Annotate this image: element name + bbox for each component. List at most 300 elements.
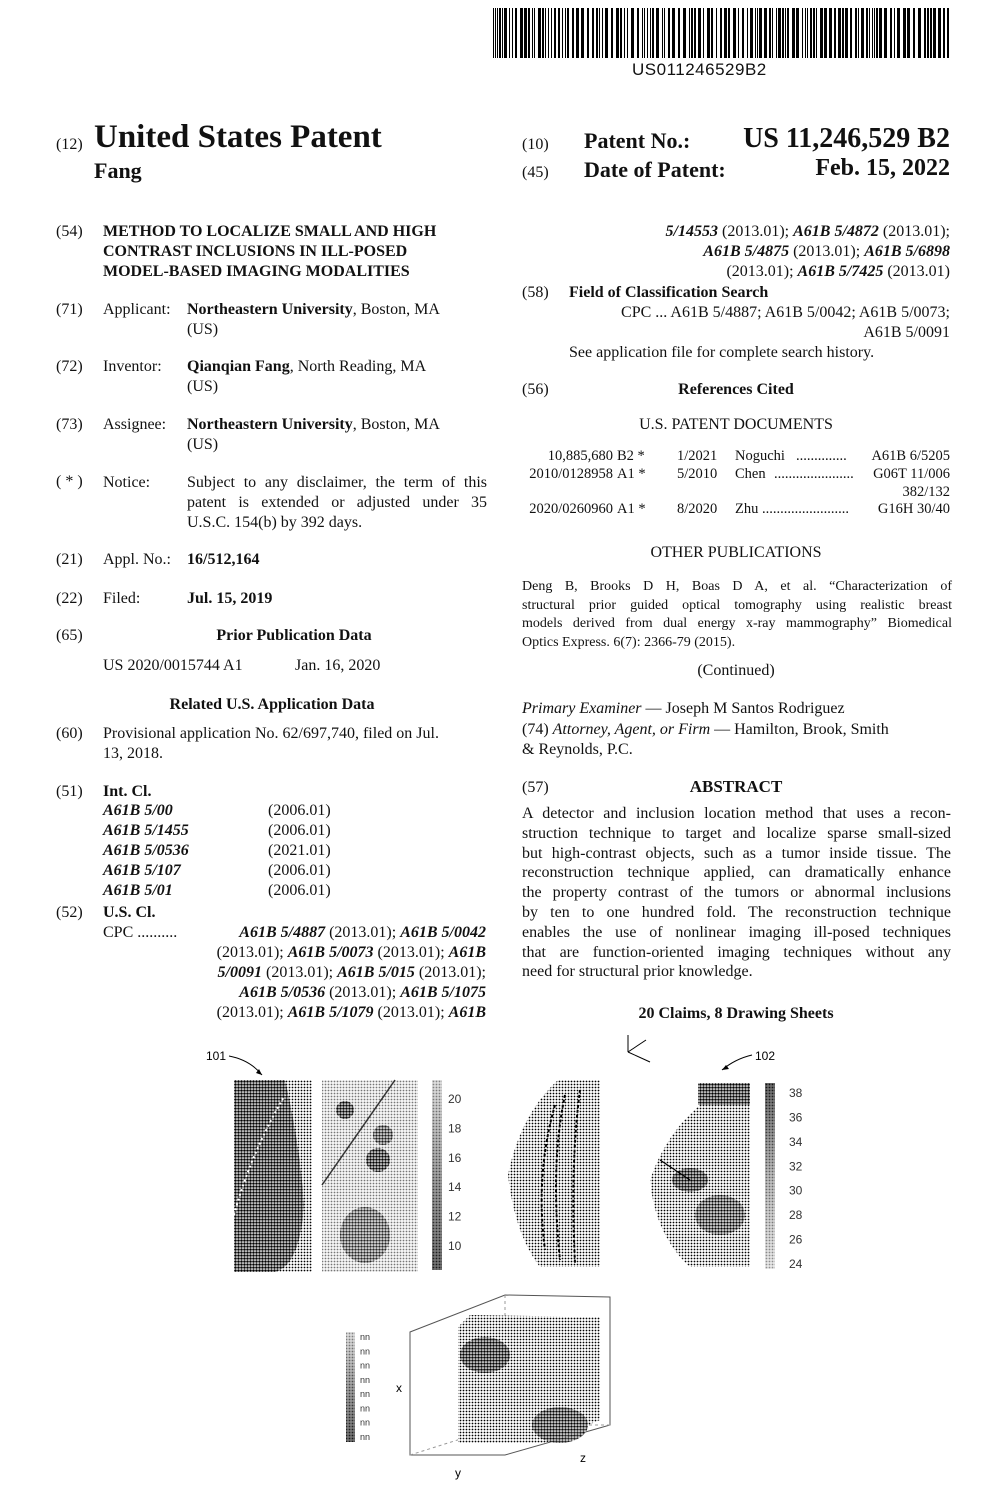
abstract-line: reconstruction technique applied, can dramatically enhance [522,864,951,882]
ref-kind: B2 * [617,448,645,464]
barcode-bar [933,8,936,58]
colorbar-tick-label: 30 [789,1183,803,1198]
date-label: Date of Patent: [584,157,726,182]
colorbar-3-ticks [360,1332,370,1442]
barcode-bar [620,8,622,58]
cpc-line [175,943,486,963]
colorbar-2 [765,1083,775,1269]
cpc-code: A61B 5/0042 [400,924,486,941]
abstract-line: but high-contrast objects, such as a tumor inside tissue. The [522,844,951,862]
panel-3d-volume [396,1295,610,1480]
cpc-year: (2013.01); [325,924,401,941]
ref-number: 2020/0260960 [529,501,613,517]
barcode [493,8,951,58]
code-60: (60) [56,725,83,742]
inventor [187,357,426,377]
barcode-bar [778,8,781,58]
barcode-bar [509,8,510,58]
barcode-bar [894,8,895,58]
barcode-bar [694,8,696,58]
prior-pub-number: US 2020/0015744 A1 [103,657,243,674]
intcl-code: A61B 5/1455 [103,822,189,839]
barcode-bar [838,8,841,58]
notice-line: U.S.C. 154(b) by 392 days. [187,514,363,531]
barcode-bar [691,8,693,58]
colorbar-tick-label: nn [360,1360,371,1371]
prior-pub-heading: Prior Publication Data [216,627,372,644]
code-71: (71) [56,301,83,318]
colorbar-1 [432,1080,442,1270]
barcode-bar [716,8,717,58]
cpc-code: A61B 5/1075 [400,984,486,1001]
other-pub-heading: OTHER PUBLICATIONS [650,544,822,561]
colorbar-tick-label: nn [360,1403,371,1414]
cpc-line [175,923,486,943]
cpc-classifications [175,923,486,1023]
examiner-label: Primary Examiner [522,700,642,717]
cpc-line [175,1003,486,1023]
cpc-year: (2013.01); [726,263,798,280]
ref-number: 10,885,680 [547,448,613,464]
ref-name: Chen [735,466,766,482]
barcode-bar [567,8,569,58]
cpc-code: A61B 5/0536 [239,984,326,1001]
assignee-country: (US) [187,436,219,453]
patent-type-title: United States Patent [94,119,382,155]
barcode-bar [943,8,945,58]
barcode-bar [757,8,758,58]
barcode-bar [802,8,803,58]
intcl-code: A61B 5/00 [103,802,173,819]
patent-no-label: Patent No.: [584,128,691,153]
barcode-bar [504,8,507,58]
code-54: (54) [56,223,83,240]
barcode-bar [897,8,900,58]
cpc-line [522,222,950,242]
barcode-bar [592,8,594,58]
provisional-line: 13, 2018. [103,745,163,762]
cpc-line [175,983,486,1003]
colorbar-tick-label: 36 [789,1110,803,1125]
assignee-location: , Boston, MA [352,416,440,433]
appl-label: Appl. No.: [103,551,171,568]
barcode-bar [664,8,665,58]
applicant [187,300,440,320]
barcode-bar [890,8,892,58]
cpc-code: A61B 5/015 [337,964,415,981]
examiner-name: — Joseph M Santos Rodriguez [641,700,845,717]
ref-name: Noguchi [735,448,785,464]
barcode-bar [616,8,619,58]
other-publication [522,578,952,652]
barcode-bar [947,8,949,58]
inventor-country: (US) [187,378,219,395]
ref-dots: .............. [796,448,847,464]
colorbar-tick-label: 10 [448,1239,462,1253]
barcode-bar [855,8,857,58]
barcode-bar [876,8,878,58]
colorbar-tick-label: nn [360,1389,371,1400]
code-21: (21) [56,551,83,568]
barcode-bar [562,8,563,58]
barcode-bar [656,8,659,58]
field-cpc-line: A61B 5/0091 [863,324,950,341]
barcode-bar [650,8,651,58]
intcl-year: (2006.01) [268,822,331,839]
continued-note: (Continued) [697,662,775,679]
volume-axis-y: y [455,1466,461,1480]
colorbar-tick-label: 18 [448,1121,462,1136]
appl-number: 16/512,164 [187,551,260,568]
intcl-row [103,861,331,881]
notice-label: Notice: [103,474,151,491]
colorbar-tick-label: 16 [448,1150,462,1165]
axes-orientation-icon [617,1035,659,1500]
barcode-bar [755,8,756,58]
barcode-bar [624,8,625,58]
barcode-bar [907,8,910,58]
cpc-year: (2013.01); [325,984,401,1001]
barcode-bar [879,8,882,58]
barcode-bar [548,8,549,58]
barcode-bar [738,8,739,58]
code-56: (56) [522,381,549,398]
abstract-line: struction technique to target and localize sparse small-sized [522,824,951,842]
barcode-bar [785,8,786,58]
abstract-line: that are function-oriented imaging techniques without any [522,943,951,961]
barcode-bar [805,8,806,58]
panel-mammogram-b [322,1080,418,1272]
representative-drawing [0,1035,1000,1500]
code-51: (51) [56,783,83,800]
intcl-code: A61B 5/01 [103,882,173,899]
colorbar-tick-label: nn [360,1417,371,1428]
barcode-bar [913,8,915,58]
barcode-bar [927,8,929,58]
patent-date: Feb. 15, 2022 [815,155,950,181]
title-line: CONTRAST INCLUSIONS IN ILL-POSED [103,243,408,260]
code-12: (12) [56,136,83,153]
barcode-bar [742,8,744,58]
cpc-year: (2013.01); [261,964,338,981]
barcode-bar [861,8,864,58]
barcode-bar [845,8,848,58]
field-cpc-line: CPC ... A61B 5/4887; A61B 5/0042; A61B 5/0073; [621,304,950,321]
intcl-year: (2006.01) [268,882,331,899]
barcode-bar [551,8,552,58]
barcode-bar [820,8,823,58]
barcode-bar [829,8,832,58]
colorbar-1-ticks [448,1092,462,1253]
intcl-code: A61B 5/0536 [103,842,189,859]
barcode-bar [769,8,771,58]
cpc-code: A61B 5/4872 [793,223,879,240]
barcode-bar [662,8,663,58]
barcode-bar [924,8,926,58]
barcode-bar [524,8,527,58]
code-72: (72) [56,358,83,375]
ref-number: 2010/0128958 [529,466,613,482]
barcode-bar [842,8,844,58]
barcode-bar [938,8,941,58]
other-pub-line: Optics Express. 6(7): 2366-79 (2015). [522,634,736,650]
field-note: See application file for complete search history. [569,344,875,361]
cpc-code: A61B [448,1004,486,1021]
barcode-bar [750,8,753,58]
assignee [187,415,440,435]
inventor-surname: Fang [94,158,142,183]
barcode-bar [644,8,645,58]
barcode-bar [495,8,496,58]
barcode-bar [816,8,817,58]
cpc-code: A61B 5/6898 [864,243,950,260]
provisional-line: Provisional application No. 62/697,740, filed on Jul. [103,725,439,742]
barcode-bar [764,8,767,58]
colorbar-tick-label: 12 [448,1209,462,1224]
barcode-bar [499,8,501,58]
label-101: 101 [206,1049,227,1063]
barcode-bar [782,8,784,58]
cpc-code: 5/14553 [665,223,718,240]
code-74: (74) [522,721,549,738]
inventor-label: Inventor: [103,358,162,375]
intcl-label: Int. Cl. [103,783,152,800]
barcode-bar [542,8,544,58]
cpc-line [522,262,950,282]
colorbar-2-ticks [789,1086,803,1271]
ref-date: 8/2020 [677,501,718,517]
applicant-name: Northeastern University [187,301,353,318]
barcode-bar [918,8,921,58]
barcode-bar [558,8,560,58]
inventor-name: Qianqian Fang [187,358,290,375]
notice-line: patent is extended or adjusted under 35 [187,494,487,511]
other-pub-line: models derived from dual energy x-ray mammography” Biomedical [522,616,952,631]
title-line: MODEL-BASED IMAGING MODALITIES [103,263,410,280]
barcode-bar [874,8,875,58]
barcode-bar [532,8,533,58]
abstract-text [522,804,951,982]
colorbar-3 [346,1332,355,1442]
ref-dots: ........................ [762,501,849,517]
filed-date: Jul. 15, 2019 [187,590,273,607]
volume-axis-z: z [580,1451,586,1465]
barcode-bar [631,8,634,58]
field-cpc [569,303,950,343]
abstract-line: enables the use of nonlinear imaging ill-posed techniques [522,923,951,941]
cpc-year: (2013.01); [216,944,288,961]
attorney-name-cont: & Reynolds, P.C. [522,741,633,758]
barcode-bar [689,8,690,58]
barcode-bar [520,8,523,58]
code-65: (65) [56,627,83,644]
inventor-location: , North Reading, MA [289,358,427,375]
barcode-bar [611,8,613,58]
intcl-row [103,821,331,841]
colorbar-tick-label: 20 [448,1092,462,1106]
cpc-year: (2013.01); [717,223,794,240]
cpc-code: A61B 5/4875 [703,243,790,260]
barcode-bar [502,8,503,58]
abstract-line: A detector and inclusion location method that uses a recon- [522,805,951,822]
code-22: (22) [56,590,83,607]
barcode-bar [497,8,498,58]
cpc-line [175,963,486,983]
barcode-bar [724,8,727,58]
cpc-code: 5/0091 [217,964,262,981]
intcl-year: (2006.01) [268,862,331,879]
cpc-line [522,242,950,262]
other-pub-line: structural prior guided optical tomography using realistic breast [522,597,952,613]
field-heading: Field of Classification Search [569,284,769,301]
ref-class: A61B 6/5205 [871,448,950,464]
cpc-code: A61B 5/0073 [287,944,374,961]
cpc-prefix: CPC .......... [103,924,178,941]
barcode-bar [678,8,680,58]
abstract-line: by ten to one hundred fold. The reconstruction technique [522,903,951,921]
intcl-year: (2021.01) [268,842,331,859]
barcode-bar [576,8,579,58]
barcode-bar [538,8,541,58]
code-52: (52) [56,904,83,921]
filed-label: Filed: [103,590,141,607]
ref-dots: ...................... [774,466,854,482]
barcode-bar [637,8,639,58]
barcode-bar [642,8,643,58]
barcode-bar [759,8,762,58]
colorbar-tick-label: 24 [789,1257,803,1271]
barcode-bar [930,8,932,58]
other-pub-line: Deng B, Brooks D H, Boas D A, et al. “Characterization of [522,579,952,594]
barcode-bar [711,8,713,58]
claims-summary: 20 Claims, 8 Drawing Sheets [638,1005,834,1022]
uscl-label: U.S. Cl. [103,904,156,921]
barcode-bar [792,8,795,58]
panel-mammogram-c [508,1080,600,1267]
barcode-bar [554,8,556,58]
intcl-list [103,801,331,901]
cpc-code: A61B [448,944,486,961]
barcode-bar [850,8,852,58]
notice-line: Subject to any disclaimer, the term of this [187,474,487,491]
barcode-bar [512,8,513,58]
code-58: (58) [522,284,549,301]
barcode-bar [772,8,773,58]
code-45: (45) [522,164,549,181]
barcode-bar [872,8,873,58]
abstract-line: the property contrast of the tumors or abnormal inclusions [522,884,951,902]
barcode-bar [581,8,584,58]
cpc-year: (2013.01); [373,1004,449,1021]
panel-mammogram-a [234,1080,312,1272]
cpc-year: (2013.01); [414,964,486,981]
colorbar-tick-label: 34 [789,1134,803,1149]
barcode-bar [698,8,701,58]
ref-name: Zhu [735,501,759,517]
barcode-bar [720,8,722,58]
colorbar-tick-label: 14 [448,1180,462,1195]
title-line: METHOD TO LOCALIZE SMALL AND HIGH [103,223,437,240]
barcode-bar [776,8,777,58]
cpc-year: (2013.01); [878,223,950,240]
cpc-year: (2013.01); [373,944,449,961]
assignee-name: Northeastern University [187,416,353,433]
barcode-bar [787,8,789,58]
applicant-location: , Boston, MA [352,301,440,318]
applicant-country: (US) [187,321,219,338]
colorbar-tick-label: 26 [789,1232,803,1247]
panel-reconstruction-d [650,1083,750,1267]
barcode-bar [884,8,887,58]
cpc-code: A61B 5/4887 [239,924,326,941]
attorney-label: Attorney, Agent, or Firm [552,721,711,738]
code-73: (73) [56,416,83,433]
label-102: 102 [755,1049,776,1063]
cpc-code: A61B 5/1079 [287,1004,374,1021]
barcode-bar [652,8,654,58]
provisional-text [103,724,488,764]
barcode-bar [528,8,530,58]
intcl-row [103,841,331,861]
cpc-code: A61B 5/7425 [797,263,884,280]
ref-date: 5/2010 [677,466,718,482]
assignee-label: Assignee: [103,416,167,433]
abstract-line: need for structural prior knowledge. [522,963,753,981]
barcode-bar [824,8,827,58]
colorbar-tick-label: 38 [789,1086,803,1100]
refs-heading: References Cited [678,381,794,398]
barcode-bar [515,8,517,58]
invention-title [103,222,436,282]
barcode-bar [545,8,546,58]
intcl-row [103,881,331,901]
intcl-row [103,801,331,821]
cpc-continuation [522,222,950,282]
us-docs-heading: U.S. PATENT DOCUMENTS [639,416,833,433]
applicant-label: Applicant: [103,301,171,318]
barcode-bar [587,8,589,58]
barcode-bar [627,8,628,58]
barcode-bar [703,8,704,58]
barcode-bar [707,8,710,58]
related-heading: Related U.S. Application Data [169,696,375,713]
colorbar-tick-label: nn [360,1432,371,1442]
barcode-bar [602,8,603,58]
intcl-code: A61B 5/107 [103,862,181,879]
barcode-bar [599,8,600,58]
colorbar-tick-label: nn [360,1374,371,1385]
notice-text [187,473,487,533]
barcode-bar [869,8,870,58]
abstract-heading: ABSTRACT [689,777,783,796]
barcode-bar [596,8,598,58]
ref-date: 1/2021 [677,448,718,464]
colorbar-tick-label: 32 [789,1159,803,1174]
cpc-year: (2013.01); [789,243,865,260]
cpc-year: (2013.01) [883,263,950,280]
patent-number: US 11,246,529 B2 [743,123,950,154]
code-notice: ( * ) [56,473,83,490]
barcode-bar [728,8,730,58]
ref-kind: A1 * [617,501,646,517]
barcode-bar [866,8,868,58]
barcode-bar [834,8,836,58]
volume-axis-x: x [396,1381,402,1395]
barcode-bar [796,8,799,58]
barcode-bar [572,8,574,58]
barcode-bar [733,8,736,58]
barcode-bar [493,8,494,58]
